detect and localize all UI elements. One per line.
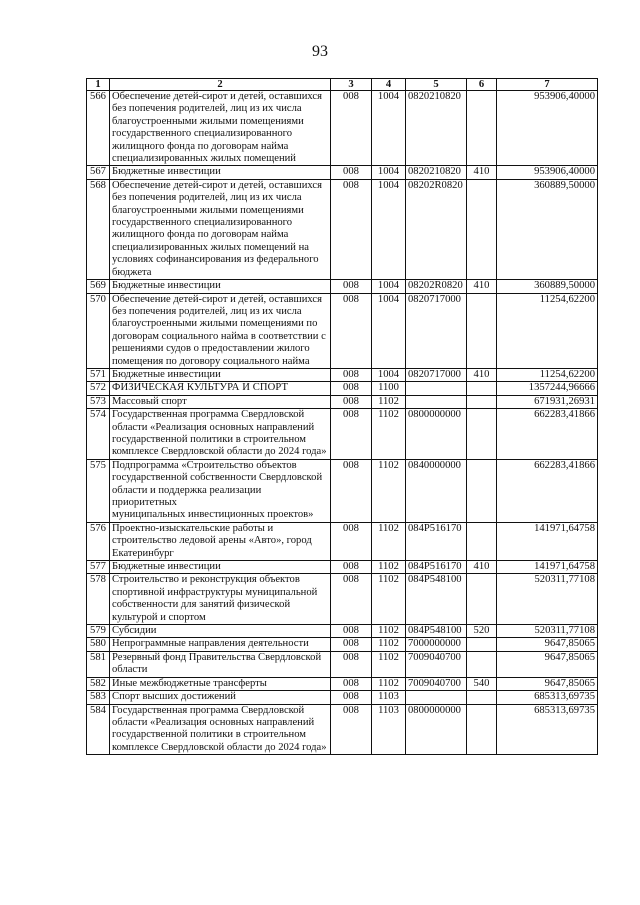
department-code: 008 (331, 677, 372, 690)
item-name-line: жилищного фонда по договорам найма (112, 229, 289, 241)
row-number: 573 (87, 395, 110, 408)
item-name (110, 459, 331, 522)
col-header-3: 3 (331, 79, 372, 91)
section-code: 1103 (372, 691, 406, 704)
item-name-line: комплексе Свердловской области до 2024 года» (112, 741, 327, 753)
item-name-line: Непрограммные направления деятельности (112, 638, 309, 650)
budget-table (86, 78, 598, 755)
department-code: 008 (331, 91, 372, 166)
section-code: 1102 (372, 561, 406, 574)
item-name (110, 395, 331, 408)
table-row (87, 704, 598, 755)
expense-type-code (467, 574, 497, 625)
table-body (87, 91, 598, 755)
item-name-line: Иные межбюджетные трансферты (112, 677, 267, 689)
row-number: 568 (87, 179, 110, 279)
item-name-line: Обеспечение детей-сирот и детей, оставшихся (112, 179, 322, 191)
item-name-line: спортивной инфраструктуры муниципальной (112, 586, 318, 598)
table-row (87, 522, 598, 560)
department-code: 008 (331, 561, 372, 574)
item-name-line: Резервный фонд Правительства Свердловской (112, 651, 322, 663)
item-name (110, 625, 331, 638)
expense-type-code (467, 91, 497, 166)
expense-type-code (467, 179, 497, 279)
amount: 520311,77108 (497, 625, 598, 638)
row-number: 584 (87, 704, 110, 755)
item-name-line: Государственная программа Свердловской (112, 409, 305, 421)
department-code: 008 (331, 395, 372, 408)
department-code: 008 (331, 704, 372, 755)
item-name-line: области «Реализация основных направлений (112, 421, 315, 433)
item-name-line: помещения по договору социального найма (112, 355, 310, 367)
table-row (87, 638, 598, 651)
item-name (110, 651, 331, 677)
item-name-line: договорам социального найма в соответствии с (112, 330, 326, 342)
item-name-line: государственной политики в строительном (112, 433, 306, 445)
item-name-line: Субсидии (112, 625, 157, 637)
target-article-code: 0820717000 (406, 368, 467, 381)
table-row (87, 677, 598, 690)
section-code: 1100 (372, 382, 406, 395)
amount: 662283,41866 (497, 459, 598, 522)
section-code: 1102 (372, 522, 406, 560)
expense-type-code (467, 651, 497, 677)
amount: 662283,41866 (497, 409, 598, 460)
item-name-line: государственного специализированного (112, 128, 293, 140)
row-number: 577 (87, 561, 110, 574)
section-code: 1004 (372, 166, 406, 179)
section-code: 1102 (372, 459, 406, 522)
section-code: 1004 (372, 91, 406, 166)
item-name (110, 561, 331, 574)
target-article-code (406, 395, 467, 408)
expense-type-code (467, 704, 497, 755)
section-code: 1103 (372, 704, 406, 755)
item-name-line: Государственная программа Свердловской (112, 704, 305, 716)
department-code: 008 (331, 522, 372, 560)
item-name-line: без попечения родителей, лиц из их числа (112, 192, 302, 204)
target-article-code (406, 382, 467, 395)
department-code: 008 (331, 280, 372, 293)
department-code: 008 (331, 638, 372, 651)
item-name-line: Бюджетные инвестиции (112, 368, 221, 380)
amount: 953906,40000 (497, 166, 598, 179)
expense-type-code (467, 691, 497, 704)
item-name-line: бюджета (112, 266, 152, 278)
section-code: 1102 (372, 409, 406, 460)
item-name-line: Екатеринбург (112, 547, 174, 559)
department-code: 008 (331, 293, 372, 368)
amount: 1357244,96666 (497, 382, 598, 395)
item-name (110, 293, 331, 368)
department-code: 008 (331, 459, 372, 522)
target-article-code: 7009040700 (406, 651, 467, 677)
row-number: 576 (87, 522, 110, 560)
section-code: 1102 (372, 638, 406, 651)
item-name-line: Массовый спорт (112, 395, 187, 407)
item-name-line: Спорт высших достижений (112, 691, 236, 703)
target-article-code: 084P548100 (406, 625, 467, 638)
row-number: 575 (87, 459, 110, 522)
table-row (87, 459, 598, 522)
department-code: 008 (331, 166, 372, 179)
item-name-line: Строительство и реконструкция объектов (112, 574, 300, 586)
item-name (110, 677, 331, 690)
item-name (110, 280, 331, 293)
table-row (87, 382, 598, 395)
item-name-line: области (112, 664, 148, 676)
item-name-line: благоустроенными жилыми помещениями (112, 115, 304, 127)
department-code: 008 (331, 382, 372, 395)
department-code: 008 (331, 691, 372, 704)
target-article-code: 0800000000 (406, 704, 467, 755)
department-code: 008 (331, 574, 372, 625)
section-code: 1004 (372, 280, 406, 293)
item-name-line: Бюджетные инвестиции (112, 280, 221, 292)
item-name-line: государственной политики в строительном (112, 729, 306, 741)
target-article-code: 084P516170 (406, 561, 467, 574)
expense-type-code (467, 409, 497, 460)
item-name-line: Проектно-изыскательские работы и (112, 522, 274, 534)
row-number: 583 (87, 691, 110, 704)
expense-type-code: 410 (467, 166, 497, 179)
expense-type-code: 410 (467, 280, 497, 293)
item-name-line: области «Реализация основных направлений (112, 716, 315, 728)
item-name-line: Обеспечение детей-сирот и детей, оставшихся (112, 91, 322, 102)
item-name-line: специализированных жилых помещений (112, 153, 296, 165)
row-number: 581 (87, 651, 110, 677)
amount: 141971,64758 (497, 522, 598, 560)
table-row (87, 561, 598, 574)
section-code: 1102 (372, 625, 406, 638)
target-article-code: 0800000000 (406, 409, 467, 460)
item-name-line: жилищного фонда по договорам найма (112, 140, 289, 152)
target-article-code (406, 691, 467, 704)
target-article-code: 08202R0820 (406, 280, 467, 293)
item-name (110, 91, 331, 166)
expense-type-code: 410 (467, 561, 497, 574)
section-code: 1004 (372, 368, 406, 381)
expense-type-code (467, 395, 497, 408)
table-row (87, 166, 598, 179)
amount: 360889,50000 (497, 280, 598, 293)
header-row (87, 79, 598, 91)
section-code: 1102 (372, 395, 406, 408)
row-number: 579 (87, 625, 110, 638)
target-article-code: 7009040700 (406, 677, 467, 690)
expense-type-code (467, 459, 497, 522)
item-name-line: культурой и спортом (112, 611, 206, 623)
table-row (87, 625, 598, 638)
row-number: 571 (87, 368, 110, 381)
item-name-line: области и поддержка реализации приоритетных (112, 484, 262, 508)
expense-type-code: 540 (467, 677, 497, 690)
amount: 9647,85065 (497, 638, 598, 651)
expense-type-code: 410 (467, 368, 497, 381)
item-name-line: без попечения родителей, лиц из их числа (112, 103, 302, 115)
target-article-code: 7000000000 (406, 638, 467, 651)
amount: 953906,40000 (497, 91, 598, 166)
item-name-line: муниципальных инвестиционных проектов» (112, 509, 314, 521)
col-header-5: 5 (406, 79, 467, 91)
item-name (110, 638, 331, 651)
target-article-code: 0840000000 (406, 459, 467, 522)
department-code: 008 (331, 651, 372, 677)
item-name-line: Бюджетные инвестиции (112, 166, 221, 178)
table-row (87, 91, 598, 166)
item-name-line: государственного специализированного (112, 217, 293, 229)
amount: 671931,26931 (497, 395, 598, 408)
col-header-2: 2 (110, 79, 331, 91)
section-code: 1004 (372, 293, 406, 368)
amount: 520311,77108 (497, 574, 598, 625)
department-code: 008 (331, 179, 372, 279)
table-row (87, 395, 598, 408)
row-number: 578 (87, 574, 110, 625)
target-article-code: 084P548100 (406, 574, 467, 625)
row-number: 566 (87, 91, 110, 166)
item-name-line: строительство ледовой арены «Авто», город (112, 535, 312, 547)
table-row (87, 574, 598, 625)
amount: 685313,69735 (497, 704, 598, 755)
page-number: 93 (312, 43, 328, 60)
col-header-7: 7 (497, 79, 598, 91)
target-article-code: 084P516170 (406, 522, 467, 560)
item-name-line: Бюджетные инвестиции (112, 561, 221, 573)
row-number: 567 (87, 166, 110, 179)
expense-type-code (467, 382, 497, 395)
department-code: 008 (331, 625, 372, 638)
col-header-4: 4 (372, 79, 406, 91)
item-name-line: специализированных жилых помещений на (112, 241, 309, 253)
item-name-line: благоустроенными жилыми помещениями (112, 204, 304, 216)
section-code: 1102 (372, 651, 406, 677)
table-row (87, 368, 598, 381)
amount: 685313,69735 (497, 691, 598, 704)
amount: 141971,64758 (497, 561, 598, 574)
item-name (110, 574, 331, 625)
item-name (110, 522, 331, 560)
target-article-code: 0820717000 (406, 293, 467, 368)
item-name (110, 409, 331, 460)
target-article-code: 0820210820 (406, 91, 467, 166)
item-name (110, 704, 331, 755)
table-row (87, 651, 598, 677)
item-name-line: государственной собственности Свердловской (112, 472, 323, 484)
table-row (87, 691, 598, 704)
col-header-1: 1 (87, 79, 110, 91)
amount: 9647,85065 (497, 677, 598, 690)
expense-type-code (467, 522, 497, 560)
item-name-line: Подпрограмма «Строительство объектов (112, 459, 297, 471)
item-name-line: комплексе Свердловской области до 2024 года» (112, 446, 327, 458)
table-row (87, 179, 598, 279)
row-number: 582 (87, 677, 110, 690)
section-code: 1102 (372, 677, 406, 690)
item-name-line: собственности для занятий физической (112, 599, 291, 611)
item-name (110, 368, 331, 381)
table-row (87, 280, 598, 293)
item-name-line: без попечения родителей, лиц из их числа (112, 305, 302, 317)
item-name-line: ФИЗИЧЕСКАЯ КУЛЬТУРА И СПОРТ (112, 382, 289, 394)
item-name (110, 166, 331, 179)
section-code: 1004 (372, 179, 406, 279)
expense-type-code (467, 638, 497, 651)
target-article-code: 0820210820 (406, 166, 467, 179)
amount: 9647,85065 (497, 651, 598, 677)
item-name (110, 179, 331, 279)
item-name (110, 691, 331, 704)
amount: 360889,50000 (497, 179, 598, 279)
row-number: 569 (87, 280, 110, 293)
department-code: 008 (331, 368, 372, 381)
col-header-6: 6 (467, 79, 497, 91)
department-code: 008 (331, 409, 372, 460)
table-row (87, 293, 598, 368)
expense-type-code (467, 293, 497, 368)
amount: 11254,62200 (497, 368, 598, 381)
item-name (110, 382, 331, 395)
row-number: 580 (87, 638, 110, 651)
row-number: 574 (87, 409, 110, 460)
item-name-line: решениями судов о предоставлении жилого (112, 343, 310, 355)
expense-type-code: 520 (467, 625, 497, 638)
item-name-line: благоустроенными жилыми помещениями по (112, 318, 318, 330)
row-number: 572 (87, 382, 110, 395)
target-article-code: 08202R0820 (406, 179, 467, 279)
item-name-line: условиях софинансирования из федерального (112, 254, 319, 266)
table-row (87, 409, 598, 460)
section-code: 1102 (372, 574, 406, 625)
amount: 11254,62200 (497, 293, 598, 368)
row-number: 570 (87, 293, 110, 368)
item-name-line: Обеспечение детей-сирот и детей, оставшихся (112, 293, 322, 305)
